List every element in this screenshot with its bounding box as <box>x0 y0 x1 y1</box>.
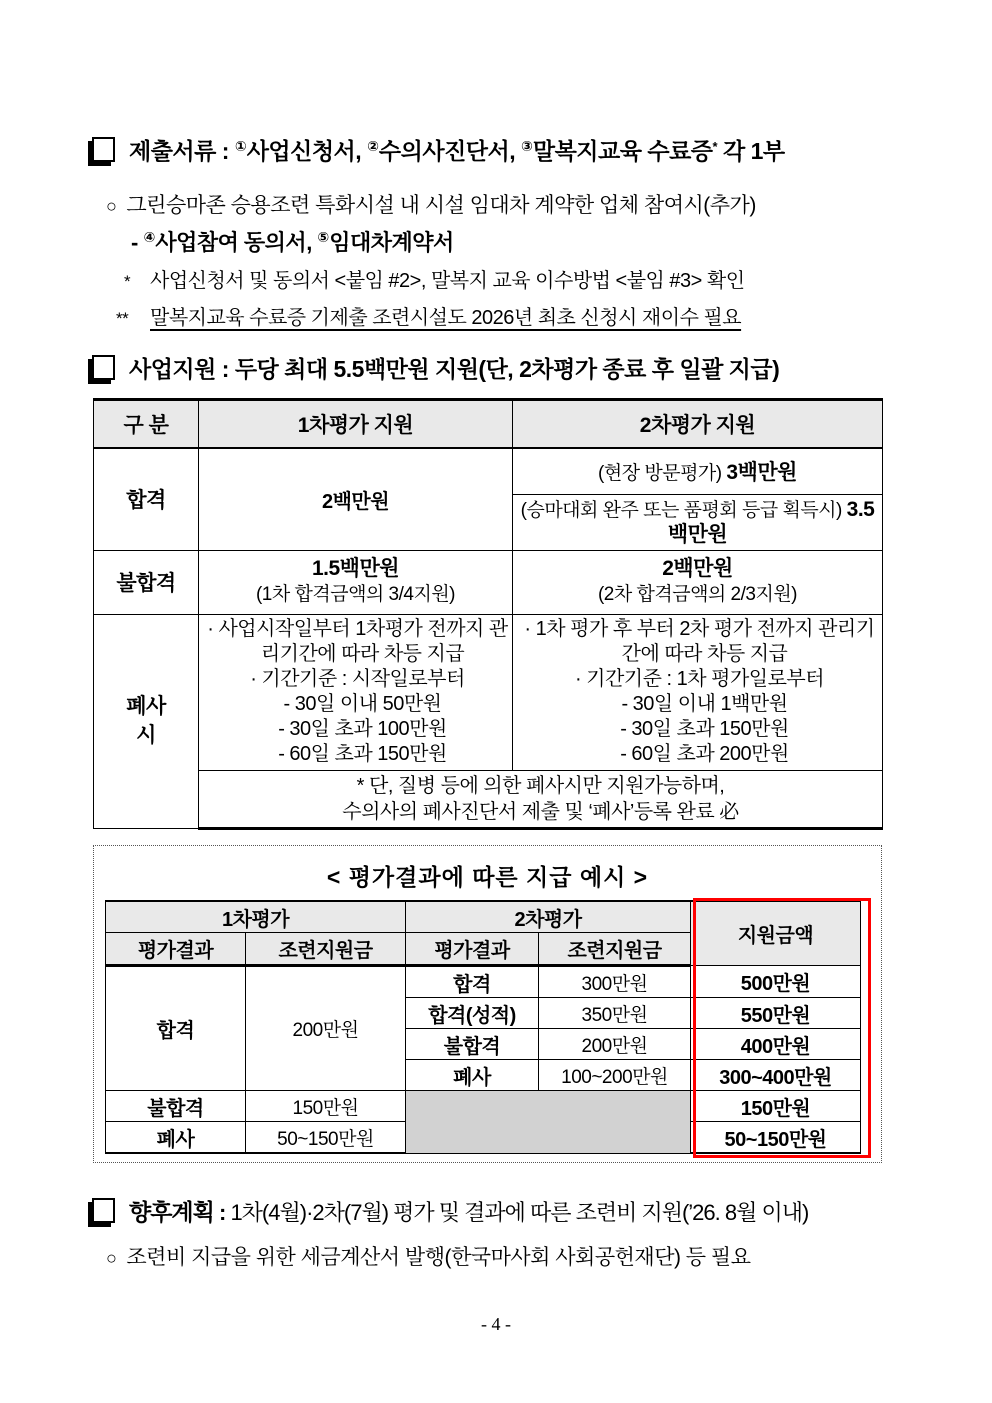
future-plan-heading <box>92 1194 808 1227</box>
submit-dash-line <box>131 226 454 257</box>
death-first-cell <box>199 614 513 770</box>
death-second-dash: - 30일 이내 1백만원 <box>621 693 788 715</box>
group-header-eval1: 1차평가 <box>106 901 406 933</box>
sub-header-result1: 평가결과 <box>106 933 246 966</box>
circle-bullet-icon: ○ <box>106 196 117 216</box>
table-row-pass <box>94 448 883 494</box>
pass-second-b <box>513 494 883 550</box>
fail-second-note: (2차 합격금액의 2/3지원) <box>597 584 798 605</box>
death-first-dash: - 30일 이내 50만원 <box>283 693 442 715</box>
death-first-dash: - 30일 초과 100만원 <box>278 718 447 740</box>
death-note-cell <box>199 770 883 828</box>
pass-first-amount: 2백만원 <box>199 448 513 550</box>
row-total: 300~400만원 <box>691 1060 861 1091</box>
row-total: 500만원 <box>691 966 861 998</box>
row-result: 합격(성적) <box>406 998 539 1029</box>
table-header-row <box>94 400 883 449</box>
support-heading-text: 두당 최대 5.5백만원 지원(단, 2차평가 종료 후 일괄 지급) <box>234 356 780 382</box>
fail-row-amount: 150만원 <box>246 1091 406 1122</box>
death-label-line1: 폐사 <box>126 695 166 718</box>
future-bullet-line <box>106 1241 751 1271</box>
death-first-dash: - 60일 초과 150만원 <box>278 743 447 765</box>
submit-note-2-text: 말복지교육 수료증 기제출 조련시설도 2026년 최초 신청시 재이수 필요 <box>150 307 742 329</box>
col-header-category: 구 분 <box>94 400 199 449</box>
future-heading-text: 1차(4월)·2차(7월) 평가 및 결과에 따른 조련비 지원(’26. 8월 이내) <box>230 1200 809 1225</box>
circled-4-icon: ④ <box>143 229 156 245</box>
death-second-bullet: · 1차 평가 후 부터 2차 평가 전까지 관리기간에 따라 차등 지급 <box>524 618 875 665</box>
heading-colon: : <box>213 1200 231 1225</box>
dash-mark: - <box>131 230 144 255</box>
fail-first-amount: 1.5백만원 <box>311 557 400 580</box>
doc-3: 말복지교육 수료증 <box>532 138 713 164</box>
death-second-bullet: · 기간기준 : 1차 평가일로부터 <box>574 668 825 690</box>
table-row-fail <box>106 1091 861 1122</box>
submit-bullet-text: 그린승마존 승용조련 특화시설 내 시설 임대차 계약한 업체 참여시(추가) <box>126 194 756 217</box>
row-total: 400만원 <box>691 1029 861 1060</box>
circle-bullet-icon: ○ <box>106 1248 117 1268</box>
checkbox-icon <box>92 1198 115 1223</box>
asterisk-mark: * <box>712 139 718 154</box>
footnote-double-star-mark: ** <box>116 309 129 328</box>
pass-second-a-prefix: (현장 방문평가) <box>598 463 727 485</box>
fail-second <box>513 550 883 614</box>
table-row-fail <box>94 550 883 614</box>
page-number: - 4 - <box>481 1314 511 1334</box>
doc-2: 수의사진단서, <box>378 138 522 164</box>
circled-5-icon: ⑤ <box>317 229 330 245</box>
death-note-line2: 수의사의 폐사진단서 제출 및 ‘폐사’등록 완료 必 <box>342 800 739 823</box>
empty-gray-cell <box>406 1091 691 1154</box>
heading-colon: : <box>215 138 235 164</box>
pass-group-label: 합격 <box>106 966 246 1091</box>
table-row-death-note <box>94 770 883 828</box>
col-header-eval1: 1차평가 지원 <box>199 400 513 449</box>
group-header-eval2: 2차평가 <box>406 901 691 933</box>
circled-2-icon: ② <box>367 138 379 154</box>
row-support: 200만원 <box>539 1029 691 1060</box>
death-label-line2: 시 <box>136 724 156 747</box>
submit-note-1-text: 사업신청서 및 동의서 <붙임 #2>, 말복지 교육 이수방법 <붙임 #3> 확인 <box>150 270 745 292</box>
row-total: 550만원 <box>691 998 861 1029</box>
payment-example-table <box>105 900 861 1154</box>
example-group-header-row <box>106 901 861 933</box>
death-row-label: 폐사 <box>106 1122 246 1154</box>
pass-second-a-amount: 3백만원 <box>726 461 797 485</box>
row-support: 350만원 <box>539 998 691 1029</box>
circled-1-icon: ① <box>234 138 247 154</box>
table-row <box>106 966 861 998</box>
doc-4: 사업참여 동의서, <box>155 230 318 255</box>
fail-row-label: 불합격 <box>106 1091 246 1122</box>
submit-docs-heading <box>92 133 785 166</box>
death-note-line1: * 단, 질병 등에 의한 폐사시만 지원가능하며, <box>356 774 725 797</box>
pass-group-amount: 200만원 <box>246 966 406 1091</box>
checkbox-icon <box>92 137 115 162</box>
death-row-total: 50~150만원 <box>691 1122 861 1154</box>
pass-second-b-amount: 3.5백만원 <box>667 497 875 546</box>
row-result: 불합격 <box>406 1029 539 1060</box>
pass-second-b-prefix: (승마대회 완주 또는 품평회 등급 획득시) <box>520 499 847 521</box>
death-row-amount: 50~150만원 <box>246 1122 406 1154</box>
circled-3-icon: ③ <box>521 138 533 154</box>
row-label-fail: 불합격 <box>94 550 199 614</box>
footnote-star-mark: * <box>124 272 131 291</box>
fail-second-amount: 2백만원 <box>662 557 733 580</box>
support-table <box>93 398 883 830</box>
row-label-death <box>94 614 199 828</box>
doc-5: 임대차계약서 <box>329 230 454 255</box>
doc-tail: 각 1부 <box>717 138 785 164</box>
example-title: < 평가결과에 따른 지급 예시 > <box>326 864 649 890</box>
row-result: 폐사 <box>406 1060 539 1091</box>
doc-1: 사업신청서, <box>246 138 368 164</box>
submit-note-1 <box>124 264 745 293</box>
row-support: 300만원 <box>539 966 691 998</box>
heading-colon: : <box>215 356 235 382</box>
sub-header-result2: 평가결과 <box>406 933 539 966</box>
heading-label: 향후계획 <box>129 1199 214 1225</box>
support-heading <box>92 351 779 384</box>
fail-first-note: (1차 합격금액의 3/4지원) <box>255 584 456 605</box>
heading-label: 사업지원 <box>129 356 216 382</box>
death-first-bullet: · 사업시작일부터 1차평가 전까지 관리기간에 따라 차등 지급 <box>207 618 508 665</box>
checkbox-icon <box>92 355 115 380</box>
row-support: 100~200만원 <box>539 1060 691 1091</box>
table-row-death <box>94 614 883 770</box>
row-result: 합격 <box>406 966 539 998</box>
payment-example-box <box>93 845 882 1163</box>
death-second-dash: - 60일 초과 200만원 <box>620 743 789 765</box>
fail-row-total: 150만원 <box>691 1091 861 1122</box>
pass-second-a <box>513 448 883 494</box>
fail-first <box>199 550 513 614</box>
amount-column-header: 지원금액 <box>691 901 861 966</box>
sub-header-support1: 조련지원금 <box>246 933 406 966</box>
submit-note-2 <box>116 301 741 330</box>
heading-label: 제출서류 <box>129 138 216 164</box>
death-second-cell <box>513 614 883 770</box>
sub-header-support2: 조련지원금 <box>539 933 691 966</box>
death-first-bullet: · 기간기준 : 시작일로부터 <box>250 668 465 690</box>
future-bullet-text: 조련비 지급을 위한 세금계산서 발행(한국마사회 사회공헌재단) 등 필요 <box>126 1246 751 1269</box>
submit-bullet-line <box>106 189 756 219</box>
row-label-pass: 합격 <box>94 448 199 550</box>
death-second-dash: - 30일 초과 150만원 <box>620 718 789 740</box>
col-header-eval2: 2차평가 지원 <box>513 400 883 449</box>
